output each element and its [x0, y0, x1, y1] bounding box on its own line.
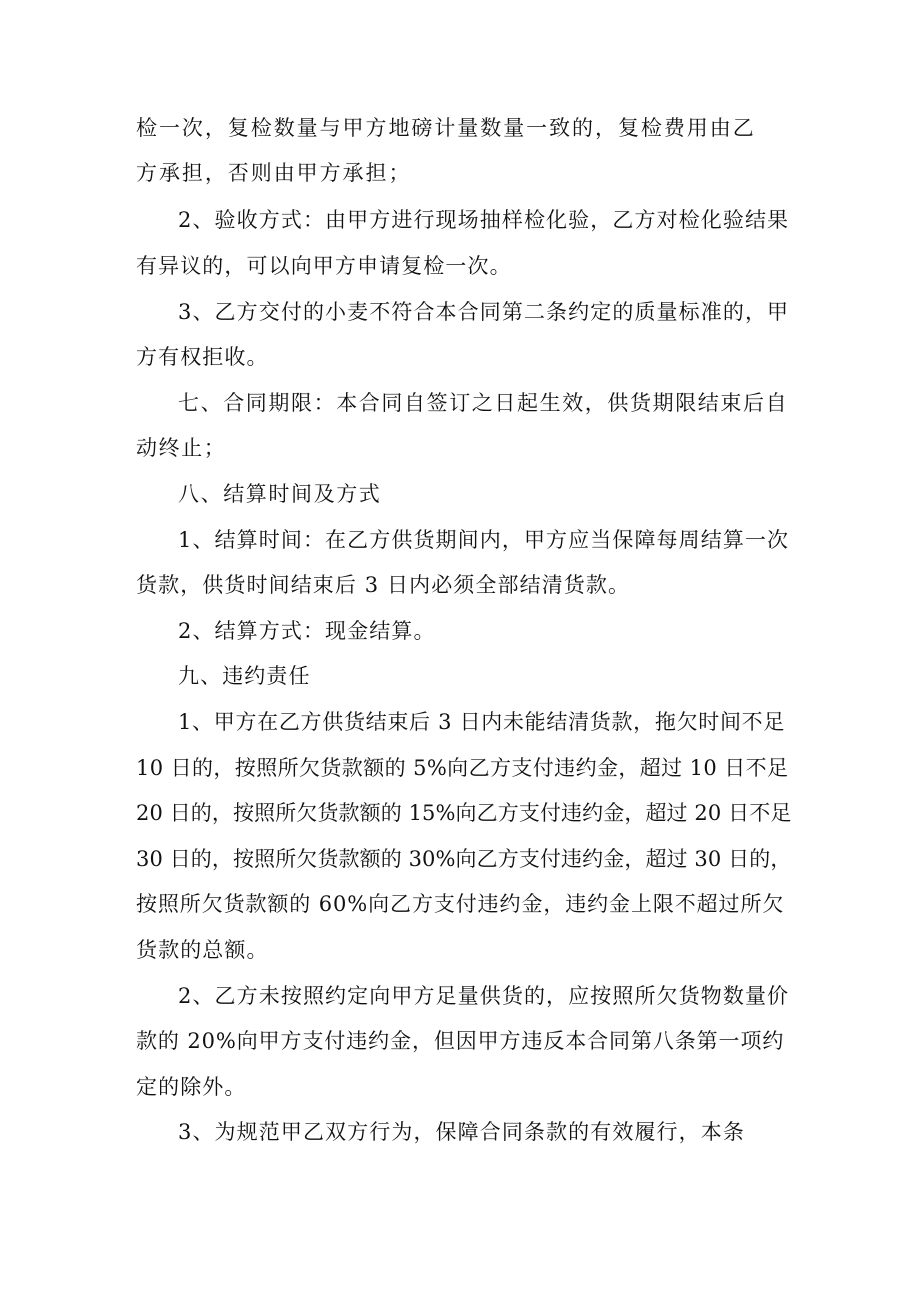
- text-line: 检一次，复检数量与甲方地磅计量数量一致的，复检费用由乙: [136, 116, 756, 140]
- text-line: 货款，供货时间结束后 3 日内必须全部结清货款。: [136, 573, 631, 597]
- text-line: 定的除外。: [136, 1075, 247, 1099]
- text-line: 2、结算方式：现金结算。: [178, 619, 436, 643]
- text-line: 方有权拒收。: [136, 345, 269, 369]
- text-line: 七、合同期限：本合同自签订之日起生效，供货期限结束后自: [178, 391, 789, 415]
- text-line: 2、乙方未按照约定向甲方足量供货的，应按照所欠货物数量价: [178, 984, 790, 1008]
- text-line: 2、验收方式：由甲方进行现场抽样检化验，乙方对检化验结果: [178, 208, 790, 232]
- text-line: 1、甲方在乙方供货结束后 3 日内未能结清货款，拖欠时间不足: [178, 710, 786, 734]
- text-line: 款的 20%向甲方支付违约金，但因甲方违反本合同第八条第一项约: [136, 1029, 785, 1053]
- text-line: 按照所欠货款额的 60%向乙方支付违约金，违约金上限不超过所欠: [136, 892, 785, 916]
- text-line: 20 日的，按照所欠货款额的 15%向乙方支付违约金，超过 20 日不足: [136, 801, 792, 825]
- text-line: 10 日的，按照所欠货款额的 5%向乙方支付违约金，超过 10 日不足: [136, 756, 789, 780]
- text-line: 3、为规范甲乙双方行为，保障合同条款的有效履行，本条: [178, 1120, 745, 1144]
- text-line: 1、结算时间：在乙方供货期间内，甲方应当保障每周结算一次: [178, 528, 790, 552]
- text-line: 有异议的，可以向甲方申请复检一次。: [136, 254, 512, 278]
- text-line: 九、违约责任: [178, 664, 311, 688]
- text-line: 3、乙方交付的小麦不符合本合同第二条约定的质量标准的，甲: [178, 300, 790, 324]
- text-line: 货款的总额。: [136, 938, 269, 962]
- text-line: 八、结算时间及方式: [178, 482, 382, 506]
- text-line: 动终止；: [136, 436, 227, 460]
- text-line: 方承担，否则由甲方承担；: [136, 161, 412, 185]
- text-line: 30 日的，按照所欠货款额的 30%向乙方支付违约金，超过 30 日的，: [136, 847, 792, 871]
